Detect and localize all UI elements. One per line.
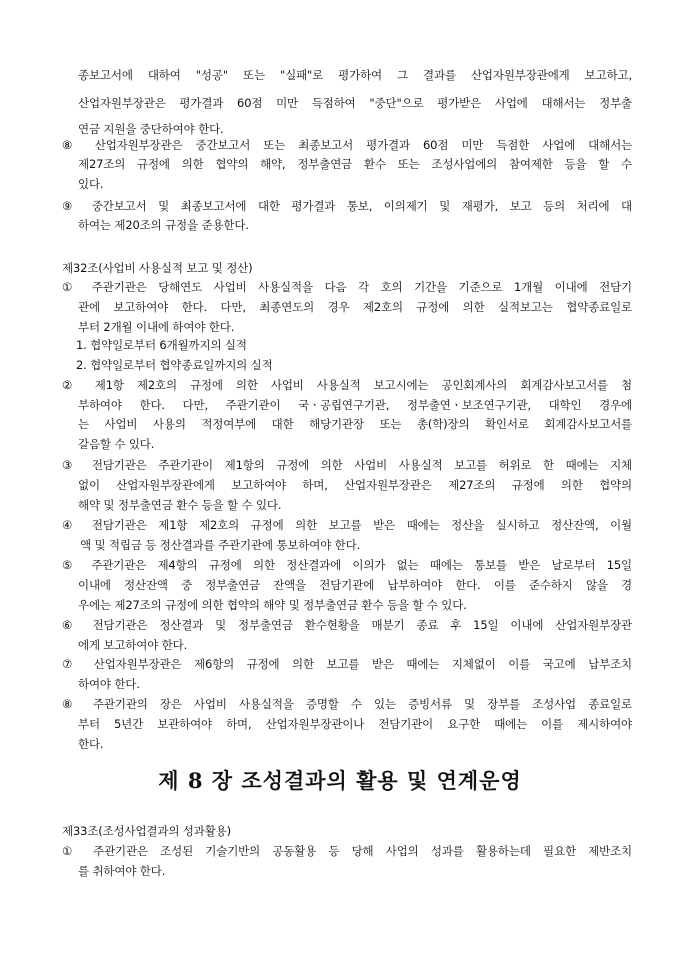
list-item: 1. 협약일로부터 6개월까지의 실적	[76, 338, 247, 352]
list-item: 2. 협약일로부터 협약종료일까지의 실적	[76, 358, 273, 372]
clause-4: ④ 전담기관은 제1항 제2호의 규정에 의한 보고를 받은 때에는 정산을 실시하고 정산잔액, 이월	[62, 518, 632, 532]
text-line: 산업자원부장관은 평가결과 60점 미만 득점하여 "중단"으로 평가받은 사업에 대해서는 정부출	[78, 96, 632, 110]
text-line: 부하여야 한다. 다만, 주관기관이 국ㆍ공립연구기관, 정부출연ㆍ보조연구기관, 대학인 경우에	[78, 398, 632, 412]
text-line: 갈음할 수 있다.	[78, 437, 155, 451]
clause-6: ⑥ 전담기관은 정산결과 및 정부출연금 환수현황을 매분기 종료 후 15일 이내에 산업자원부장관	[62, 618, 632, 632]
text-line: 를 취하여야 한다.	[78, 864, 166, 878]
clause-7: ⑦ 산업자원부장관은 제6항의 규정에 의한 보고를 받은 때에는 지체없이 이를 국고에 납부조치	[62, 657, 632, 671]
text-line: 우에는 제27조의 규정에 의한 협약의 해약 및 정부출연금 환수 등을 할 수 있다.	[78, 598, 467, 612]
clause-8: ⑧ 산업자원부장관은 중간보고서 또는 최종보고서 평가결과 60점 미만 득점한 사업에 대해서는	[62, 138, 632, 152]
text-line: 있다.	[78, 177, 104, 191]
clause-5: ⑤ 주관기관은 제4항의 규정에 의한 정산결과에 이의가 없는 때에는 통보를 받은 날로부터 15일	[62, 558, 632, 572]
text-line: 부터 5년간 보관하여야 하며, 산업자원부장관이나 전담기관이 요구한 때에는 이를 제시하여야	[78, 717, 632, 731]
text-line: 관에 보고하여야 한다. 다만, 최종연도의 경우 제2호의 규정에 의한 실적보고는 협약종료일로	[78, 300, 632, 314]
text-line: 는 사업비 사용의 적정여부에 대한 해당기관장 또는 총(학)장의 확인서로 회계감사보고서를	[78, 417, 632, 431]
text-line: 한다.	[78, 737, 104, 751]
article-heading-33: 제33조(조성사업결과의 성과활용)	[62, 824, 231, 838]
text-line: 부터 2개월 이내에 하여야 한다.	[78, 320, 235, 334]
chapter-heading: 제 8 장 조성결과의 활용 및 연계운영	[158, 768, 522, 793]
article-heading-32: 제32조(사업비 사용실적 보고 및 정산)	[62, 261, 253, 275]
text-line: 이내에 정산잔액 중 정부출연금 잔액을 전담기관에 납부하여야 한다. 이를 준수하지 않을 경	[78, 578, 632, 592]
text-line: 없이 산업자원부장관에게 보고하여야 하며, 산업자원부장관은 제27조의 규정에 의한 협약의	[78, 478, 632, 492]
text-line: 하여는 제20조의 규정을 준용한다.	[78, 218, 249, 232]
clause-2: ② 제1항 제2호의 규정에 의한 사업비 사용실적 보고시에는 공인회계사의 회계감사보고서를 첨	[62, 378, 632, 392]
text-line: 종보고서에 대하여 "성공" 또는 "실패"로 평가하여 그 결과를 산업자원부장관에게 보고하고,	[78, 68, 632, 82]
text-line: 제27조의 규정에 의한 협약의 해약, 정부출연금 환수 또는 조성사업에의 참여제한 등을 할 수	[78, 157, 632, 171]
clause-1: ① 주관기관은 조성된 기술기반의 공동활용 등 당해 사업의 성과를 활용하는데 필요한 제반조치	[62, 844, 632, 858]
text-line: 하여야 한다.	[78, 677, 140, 691]
text-line: 해약 및 정부출연금 환수 등을 할 수 있다.	[78, 498, 282, 512]
text-line: 에게 보고하여야 한다.	[78, 638, 188, 652]
clause-8: ⑧ 주관기관의 장은 사업비 사용실적을 증명할 수 있는 증빙서류 및 장부를 조성사업 종료일로	[62, 697, 632, 711]
text-line: 액 및 적립금 등 정산결과를 주관기관에 통보하여야 한다.	[80, 538, 361, 552]
clause-3: ③ 전담기관은 주관기관이 제1항의 규정에 의한 사업비 사용실적 보고를 허위로 한 때에는 지체	[62, 458, 632, 472]
clause-9: ⑨ 중간보고서 및 최종보고서에 대한 평가결과 통보, 이의제기 및 재평가, 보고 등의 처리에 대	[62, 199, 632, 213]
text-line: 연금 지원을 중단하여야 한다.	[78, 122, 224, 136]
clause-1: ① 주관기관은 당해연도 사업비 사용실적을 다음 각 호의 기간을 기준으로 1개월 이내에 전담기	[62, 280, 632, 294]
